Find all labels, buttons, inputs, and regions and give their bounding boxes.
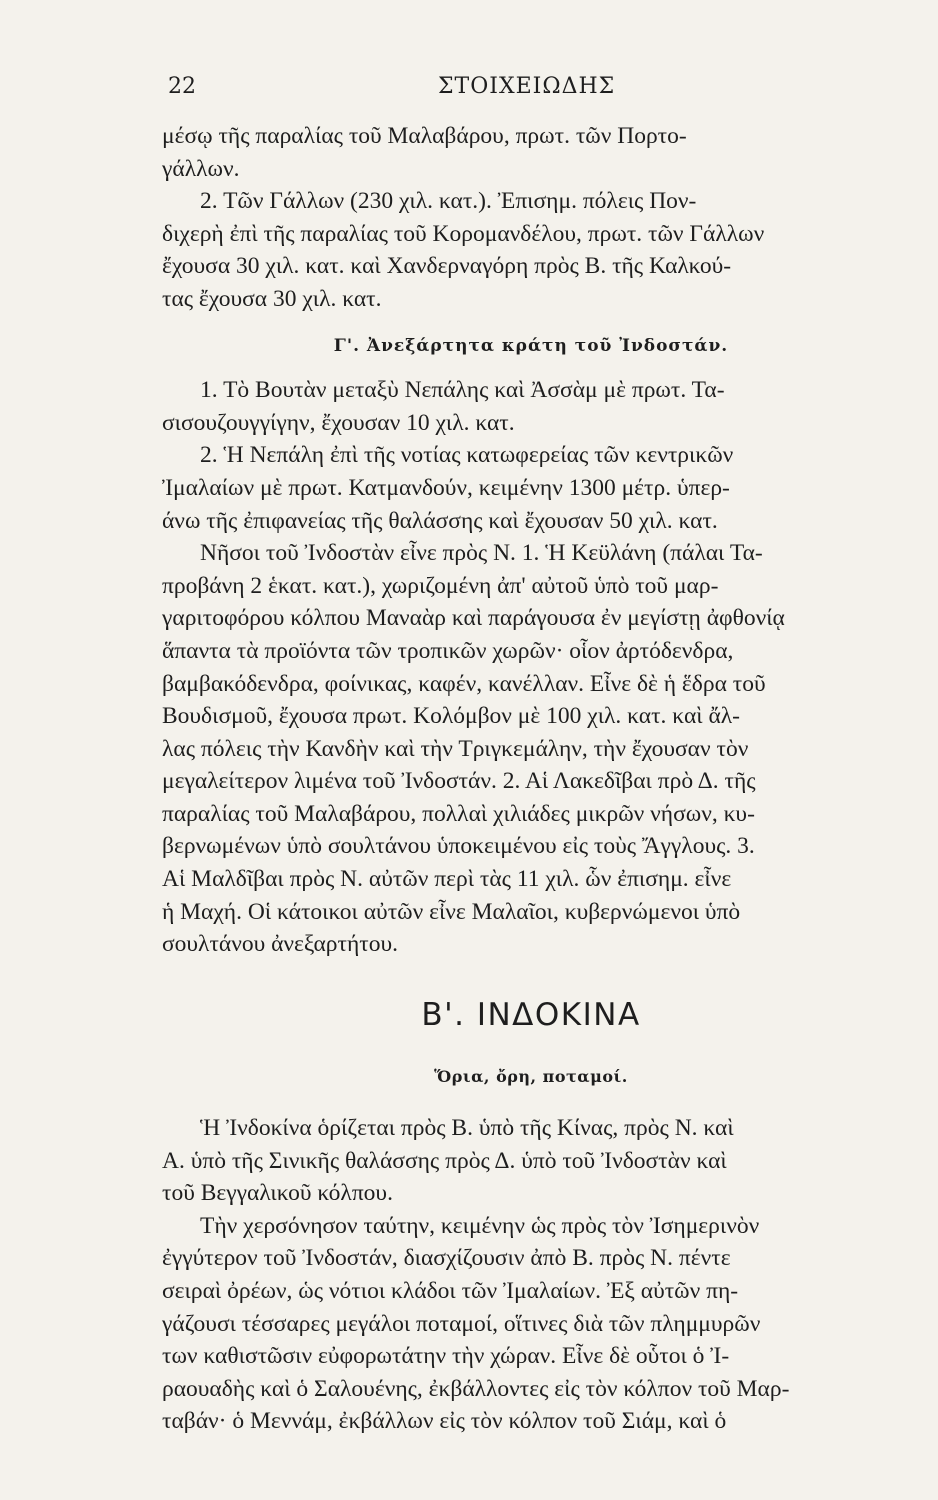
- text-line: ἐγγύτερον τοῦ Ἰνδοστάν, διασχίζουσιν ἀπὸ Β. πρὸς Ν. πέντε: [162, 1245, 731, 1272]
- text-line: γαριτοφόρου κόλπου Μαναὰρ καὶ παράγουσα ἐν μεγίστῃ ἀφθονίᾳ: [162, 605, 785, 632]
- text-line: 2. Τῶν Γάλλων (230 χιλ. κατ.). Ἐπισημ. πόλεις Πον-: [200, 188, 697, 215]
- page-header: [168, 74, 888, 104]
- text-line: ραουαδὴς καὶ ὁ Σαλουένης, ἐκβάλλοντες εἰς τὸν κόλπον τοῦ Μαρ-: [162, 1375, 790, 1402]
- paragraph-3: [162, 374, 900, 439]
- text-line: ἡ Μαχή. Οἱ κάτοικοι αὐτῶν εἶνε Μαλαῖοι, κυβερνώμενοι ὑπὸ: [162, 898, 741, 925]
- text-line: ἔχουσα 30 χιλ. κατ. καὶ Χανδερναγόρη πρὸς Β. τῆς Καλκού-: [162, 253, 732, 280]
- text-line: παραλίας τοῦ Μαλαβάρου, πολλαὶ χιλιάδες μικρῶν νήσων, κυ-: [162, 800, 755, 827]
- text-line: βαμβακόδενδρα, φοίνικας, καφέν, κανέλλαν. Εἶνε δὲ ἡ ἕδρα τοῦ: [162, 670, 766, 697]
- text-line: γάζουσι τέσσαρες μεγάλοι ποταμοί, οἵτινες διὰ τῶν πλημμυρῶν: [162, 1310, 761, 1337]
- text-line: των καθιστῶσιν εὐφορωτάτην τὴν χώραν. Εἶνε δὲ οὗτοι ὁ Ἰ-: [162, 1343, 730, 1370]
- running-head: ΣΤΟΙΧΕΙΩΔΗΣ: [438, 74, 616, 99]
- text-line: γάλλων.: [162, 155, 240, 182]
- body-text: [162, 120, 900, 1438]
- text-line: Ἰμαλαίων μὲ πρωτ. Κατμανδούν, κειμένην 1300 μέτρ. ὑπερ-: [162, 474, 730, 501]
- text-line: λας πόλεις τὴν Κανδὴν καὶ τὴν Τριγκεμάλην, τὴν ἔχουσαν τὸν: [162, 735, 749, 762]
- text-line: τας ἔχουσα 30 χιλ. κατ.: [162, 285, 382, 312]
- paragraph-5: [162, 537, 900, 961]
- text-line: σουλτάνου ἀνεξαρτήτου.: [162, 931, 398, 958]
- paragraph-6: [162, 1112, 900, 1210]
- paragraph-7: [162, 1210, 900, 1438]
- text-line: Αἱ Μαλδῖβαι πρὸς Ν. αὐτῶν περὶ τὰς 11 χιλ. ὧν ἐπισημ. εἶνε: [162, 866, 732, 893]
- paragraph-1: [162, 120, 900, 185]
- text-line: σειραὶ ὀρέων, ὡς νότιοι κλάδοι τῶν Ἰμαλαίων. Ἐξ αὐτῶν πη-: [162, 1278, 739, 1304]
- text-line: άνω τῆς ἐπιφανείας τῆς θαλάσσης καὶ ἔχουσαν 50 χιλ. κατ.: [162, 507, 718, 534]
- paragraph-2-cont: [162, 218, 900, 316]
- chapter-title: Β'. ΙΝΔΟΚΙΝΑ: [421, 996, 641, 1033]
- page-number: 22: [168, 74, 196, 99]
- paragraph-4: [162, 439, 900, 537]
- text-line: προβάνη 2 ἑκατ. κατ.), χωριζομένη ἀπ' αὐτοῦ ὑπὸ τοῦ μαρ-: [162, 572, 719, 599]
- text-line: βερνωμένων ὑπὸ σουλτάνου ὑποκειμένου εἰς τοὺς Ἄγγλους. 3.: [162, 833, 755, 860]
- text-line: Νῆσοι τοῦ Ἰνδοστὰν εἶνε πρὸς Ν. 1. Ἡ Κεϋλάνη (πάλαι Τα-: [200, 540, 763, 567]
- chapter-subtitle: Ὅρια, ὄρη, ποταμοί.: [434, 1067, 628, 1087]
- text-line: μέσῳ τῆς παραλίας τοῦ Μαλαβάρου, πρωτ. τῶν Πορτο-: [162, 123, 687, 149]
- section-subheading: Γ'. Ἀνεξάρτητα κράτη τοῦ Ἰνδοστάν.: [333, 335, 729, 356]
- text-line: 2. Ἡ Νεπάλη ἐπὶ τῆς νοτίας κατωφερείας τῶν κεντρικῶν: [200, 442, 734, 469]
- text-line: ταβάν· ὁ Μεννάμ, ἐκβάλλων εἰς τὸν κόλπον τοῦ Σιάμ, καὶ ὁ: [162, 1408, 727, 1435]
- text-line: Ἡ Ἰνδοκίνα ὁρίζεται πρὸς Β. ὑπὸ τῆς Κίνας, πρὸς Ν. καὶ: [200, 1115, 734, 1142]
- text-line: διχερὴ ἐπὶ τῆς παραλίας τοῦ Κορομανδέλου, πρωτ. τῶν Γάλλων: [162, 220, 765, 247]
- text-line: Τὴν χερσόνησον ταύτην, κειμένην ὡς πρὸς τὸν Ἰσημερινὸν: [200, 1212, 760, 1239]
- text-line: Α. ὑπὸ τῆς Σινικῆς θαλάσσης πρὸς Δ. ὑπὸ τοῦ Ἰνδοστὰν καὶ: [162, 1147, 727, 1174]
- paragraph-2: [162, 185, 900, 218]
- text-line: σισουζουγγίγην, ἔχουσαν 10 χιλ. κατ.: [162, 409, 515, 436]
- text-line: μεγαλείτερον λιμένα τοῦ Ἰνδοστάν. 2. Αἱ Λακεδῖβαι πρὸ Δ. τῆς: [162, 768, 756, 795]
- text-line: 1. Τὸ Βουτὰν μεταξὺ Νεπάλης καὶ Ἀσσὰμ μὲ πρωτ. Τα-: [200, 377, 725, 404]
- text-line: ἅπαντα τὰ προϊόντα τῶν τροπικῶν χωρῶν· οἷον ἀρτόδενδρα,: [162, 637, 734, 664]
- text-line: Βουδισμοῦ, ἔχουσα πρωτ. Κολόμβον μὲ 100 χιλ. κατ. καὶ ἄλ-: [162, 703, 740, 730]
- text-line: τοῦ Βεγγαλικοῦ κόλπου.: [162, 1180, 393, 1207]
